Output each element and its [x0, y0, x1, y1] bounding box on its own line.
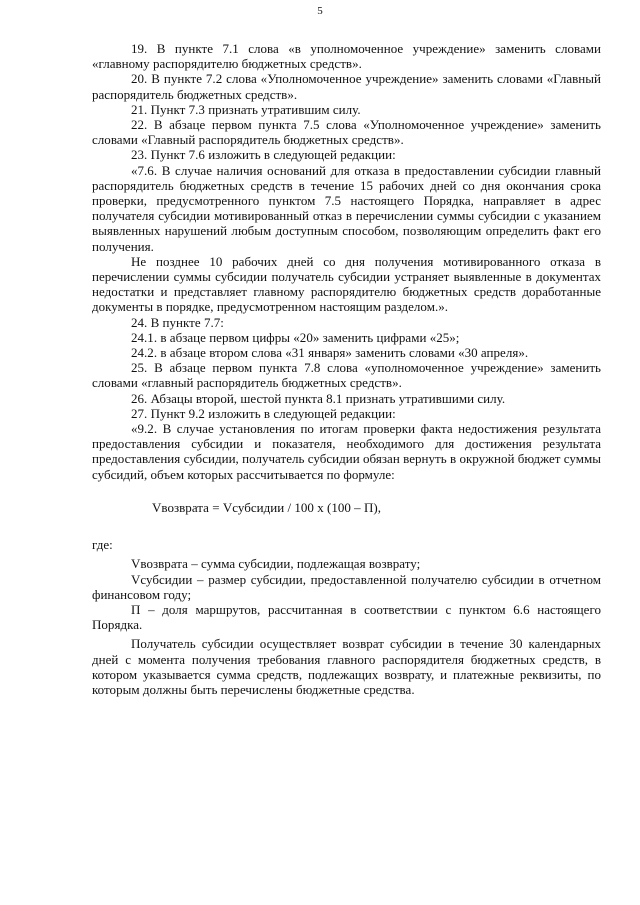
refund-formula: Vвозврата = Vсубсидии / 100 х (100 – П),	[152, 499, 381, 515]
paragraph-item-21: 21. Пункт 7.3 признать утратившим силу.	[131, 101, 361, 117]
paragraph-item-24: 24. В пункте 7.7:	[131, 314, 224, 330]
paragraph-item-20: 20. В пункте 7.2 слова «Уполномоченное учреждение» заменить словами «Главный распорядитель бюджетных средств».	[92, 71, 601, 102]
paragraph-item-22: 22. В абзаце первом пункта 7.5 слова «Уполномоченное учреждение» заменить словами «Главный распорядитель бюджетных средств».	[92, 117, 601, 148]
paragraph-item-24-1: 24.1. в абзаце первом цифры «20» заменить цифрами «25»;	[131, 329, 460, 345]
paragraph-item-25: 25. В абзаце первом пункта 7.8 слова «уполномоченное учреждение» заменить словами «главный распорядитель бюджетных средств».	[92, 360, 601, 391]
paragraph-item-23: 23. Пункт 7.6 изложить в следующей редакции:	[131, 147, 396, 163]
paragraph-refund-procedure: Получатель субсидии осуществляет возврат субсидии в течение 30 календарных дней с момента получения требования главного распорядителя бюджетных средств, в котором указывается сумма средств, подлежащих возврату, и платежные реквизиты, по которым должны быть перечислены бюджетные средства.	[92, 636, 601, 697]
paragraph-quote-7-6: «7.6. В случае наличия оснований для отказа в предоставлении субсидии главный распорядитель бюджетных средств в течение 15 рабочих дней со дня окончания срока проверки, предусмотренного пунктом 7.5 настоящего Порядка, направляет в адрес получателя субсидии мотивированный отказ в перечислении суммы субсидии с указанием выявленных нарушений любым доступным способом, позволяющим определить факт его получения.	[92, 162, 601, 254]
definition-v-refund: Vвозврата – сумма субсидии, подлежащая возврату;	[131, 556, 421, 572]
paragraph-item-26: 26. Абзацы второй, шестой пункта 8.1 признать утратившими силу.	[131, 390, 506, 406]
where-label: где:	[92, 537, 113, 553]
paragraph-item-24-2: 24.2. в абзаце втором слова «31 января» заменить словами «30 апреля».	[131, 345, 529, 361]
paragraph-item-19: 19. В пункте 7.1 слова «в уполномоченное учреждение» заменить словами «главному распорядителю бюджетных средств».	[92, 41, 601, 72]
paragraph-quote-9-2: «9.2. В случае установления по итогам проверки факта недостижения результата предоставления субсидии и показателя, необходимого для достижения результата предоставления субсидии, получатель субсидии обязан вернуть в окружной бюджет суммы субсидий, объем которых рассчитывается по формуле:	[92, 421, 601, 482]
definition-v-subsidy: Vсубсидии – размер субсидии, предоставленной получателю субсидии в отчетном финансовом году;	[92, 571, 601, 602]
paragraph-item-27: 27. Пункт 9.2 изложить в следующей редакции:	[131, 405, 396, 421]
definition-p-share: П – доля маршрутов, рассчитанная в соответствии с пунктом 6.6 настоящего Порядка.	[92, 601, 601, 633]
document-body	[92, 41, 601, 697]
paragraph-quote-7-6-cont: Не позднее 10 рабочих дней со дня получения мотивированного отказа в перечислении суммы субсидии получатель субсидии устраняет выявленные в документах недостатки и представляет главному распорядителю бюджетных средств доработанные документы в порядке, предусмотренном настоящим разделом.».	[92, 253, 601, 315]
page-number: 5	[317, 5, 323, 17]
